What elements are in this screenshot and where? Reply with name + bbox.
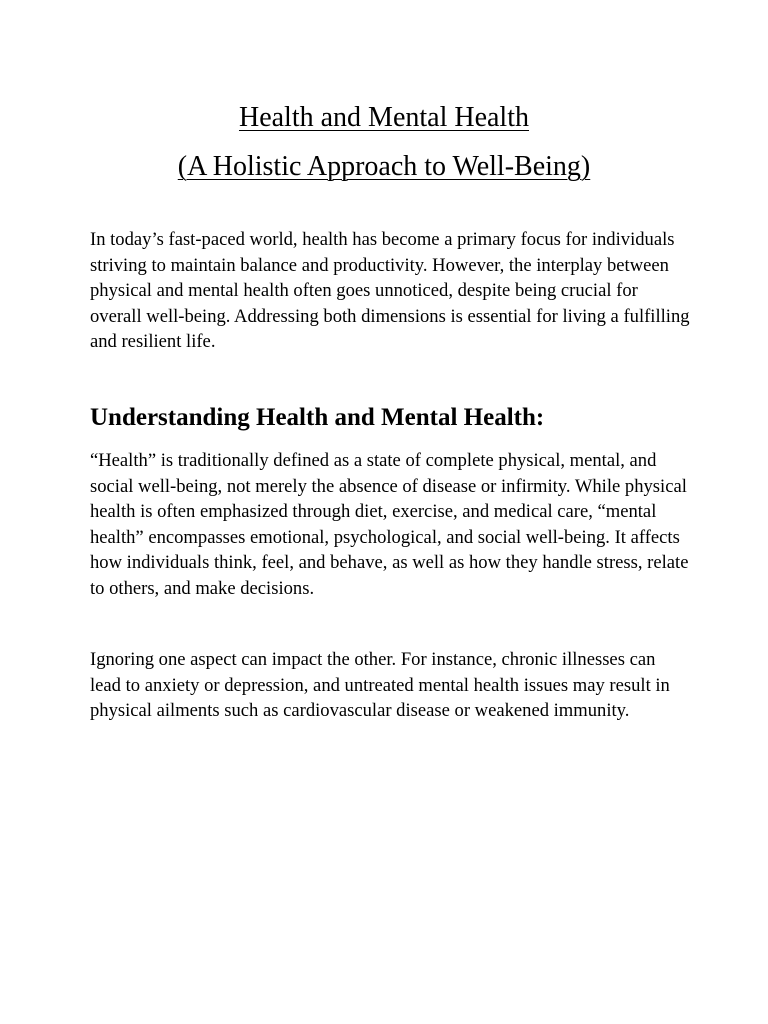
document-title <box>0 93 768 191</box>
title-line-main: Health and Mental Health <box>238 102 529 133</box>
title-line-subtitle: (A Holistic Approach to Well-Being) <box>177 151 591 182</box>
interdependence-paragraph: Ignoring one aspect can impact the other. For instance, chronic illnesses can lead to anxiety or depression, and untreated mental health issues may result in physical ailments such as cardiovascular disease or weakened immunity. <box>90 649 670 722</box>
definition-paragraph: “Health” is traditionally defined as a state of complete physical, mental, and social well-being, not merely the absence of disease or infirmity. While physical health is often emphasized through diet, exercise, and medical care, “mental health” encompasses emotional, psychological, and social well-being. It affects how individuals think, feel, and behave, as well as how they handle stress, relate to others, and make decisions. <box>90 450 689 599</box>
intro-paragraph: In today’s fast-paced world, health has become a primary focus for individuals striving to maintain balance and productivity. However, the interplay between physical and mental health often goes unnoticed, despite being crucial for overall well-being. Addressing both dimensions is essential for living a fulfilling and resilient life. <box>90 229 690 353</box>
section-heading: Understanding Health and Mental Health: <box>90 404 545 431</box>
